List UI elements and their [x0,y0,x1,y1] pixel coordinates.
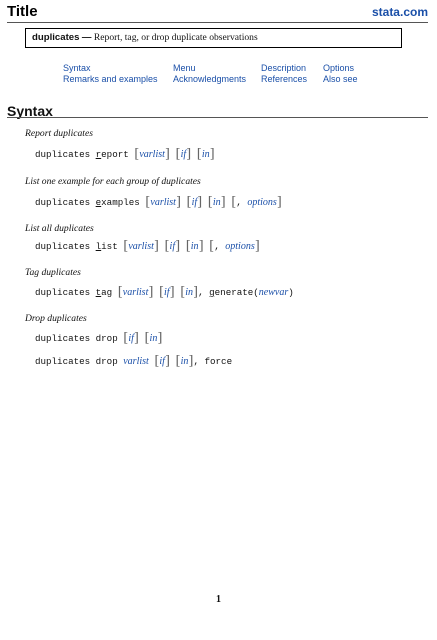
syntax-line-drop-2 [35,354,232,369]
tok-list [96,241,118,252]
arg-if: if [164,287,170,298]
label-examples: List one example for each group of duplicates [25,176,201,187]
bracket-open: [ [134,147,140,162]
bracket-open: [ [123,331,129,346]
bracket-close: ] [193,285,199,300]
tok-tag-rest: ag [101,287,113,298]
section-rule [7,117,428,118]
tok-drop: drop [95,356,118,367]
arg-varlist: varlist [128,241,154,252]
nav-link-syntax[interactable]: Syntax [63,63,91,73]
arg-varlist: varlist [122,287,149,298]
stata-brand-link[interactable]: stata.com [371,5,428,19]
arg-varlist: varlist [139,149,165,160]
bracket-open: [ [175,147,181,162]
nav-link-menu[interactable]: Menu [173,63,196,73]
arg-options: options [247,197,277,208]
bracket-open: [ [158,285,165,300]
bracket-open: [ [144,331,150,346]
nav-link-also-see[interactable]: Also see [323,74,358,84]
nav-link-options[interactable]: Options [323,63,355,73]
tok-drop: drop [95,333,118,344]
tok-examples-abbrev: e [95,197,102,208]
tok-report-abbrev: r [95,149,102,160]
syntax-line-report [35,147,215,162]
bracket-open: [ [175,354,181,369]
syntax-line-list [35,239,260,254]
comma: , [236,197,242,208]
bracket-open: [ [117,285,123,300]
command-description: Report, tag, or drop duplicate observations [93,32,258,43]
arg-varlist: varlist [123,356,149,367]
tok-tag [96,287,113,298]
tok-generate [209,287,294,298]
close-paren: ) [288,287,294,298]
syntax-line-tag [35,285,294,300]
bracket-open: [ [123,239,129,254]
arg-if: if [180,149,187,160]
tok-report-rest: eport [101,149,129,160]
arg-in: in [201,149,210,160]
bracket-close: ] [169,285,175,300]
label-list: List all duplicates [25,223,94,234]
nav-column-2 [173,63,246,85]
nav-link-references[interactable]: References [261,74,308,84]
tok-examples-rest: xamples [101,197,140,208]
syntax-line-examples [35,195,282,210]
arg-if: if [191,197,198,208]
bracket-close: ] [157,331,163,346]
arg-in: in [185,287,194,298]
tok-duplicates: duplicates [35,356,91,367]
title-box [25,28,402,48]
bracket-open: [ [196,147,202,162]
bracket-open: [ [185,239,191,254]
bracket-close: ] [175,239,181,254]
tok-list-rest: ist [101,241,118,252]
section-heading-syntax: Syntax [7,103,53,119]
arg-if: if [128,333,134,344]
header-rule [7,22,428,23]
bracket-close: ] [188,354,194,369]
arg-varlist: varlist [150,197,176,208]
tok-duplicates: duplicates [35,287,91,298]
page-number: 1 [216,594,221,605]
tok-force: , force [193,356,233,367]
arg-in: in [180,356,189,367]
tok-duplicates: duplicates [35,333,91,344]
bracket-open: [ [231,195,237,210]
bracket-close: ] [197,195,203,210]
tok-duplicates: duplicates [35,241,91,252]
bracket-close: ] [164,354,171,369]
nav-column-4 [323,63,358,85]
arg-if: if [159,356,165,367]
page-title: Title [7,3,38,20]
bracket-close: ] [148,285,154,300]
bracket-open: [ [207,195,213,210]
tok-tag-abbrev: t [95,287,102,298]
em-dash: — [81,32,92,43]
bracket-close: ] [186,147,192,162]
tok-duplicates: duplicates [35,197,91,208]
bracket-open: [ [164,239,170,254]
bracket-open: [ [209,239,215,254]
bracket-close: ] [209,147,215,162]
bracket-open: [ [180,285,186,300]
bracket-open: [ [186,195,192,210]
comma: , [214,241,220,252]
tok-list-abbrev: l [95,241,102,252]
nav-link-remarks[interactable]: Remarks and examples [63,74,158,84]
tok-report [96,149,129,160]
bracket-close: ] [276,195,282,210]
tok-generate-rest: enerate( [214,287,259,298]
bracket-close: ] [153,239,159,254]
bracket-close: ] [198,239,204,254]
comma: , [198,287,204,298]
bracket-close: ] [133,331,139,346]
nav-link-description[interactable]: Description [261,63,307,73]
label-report: Report duplicates [25,128,93,139]
syntax-line-drop-1 [35,331,162,346]
arg-if: if [169,241,176,252]
nav-column-3 [261,63,307,85]
bracket-close: ] [164,147,170,162]
bracket-close: ] [254,239,260,254]
arg-newvar: newvar [258,287,289,298]
tok-examples [96,197,140,208]
bracket-open: [ [154,354,160,369]
arg-in: in [149,333,158,344]
arg-options: options [225,241,255,252]
nav-link-acknowledgments[interactable]: Acknowledgments [173,74,247,84]
bracket-close: ] [220,195,226,210]
bracket-close: ] [175,195,182,210]
label-tag: Tag duplicates [25,267,81,278]
label-drop: Drop duplicates [25,313,87,324]
nav-column-1 [63,63,158,85]
arg-in: in [212,197,221,208]
arg-in: in [190,241,199,252]
bracket-open: [ [145,195,151,210]
tok-duplicates: duplicates [35,149,91,160]
tok-generate-abbrev: g [209,287,215,298]
command-name: duplicates [32,32,80,43]
